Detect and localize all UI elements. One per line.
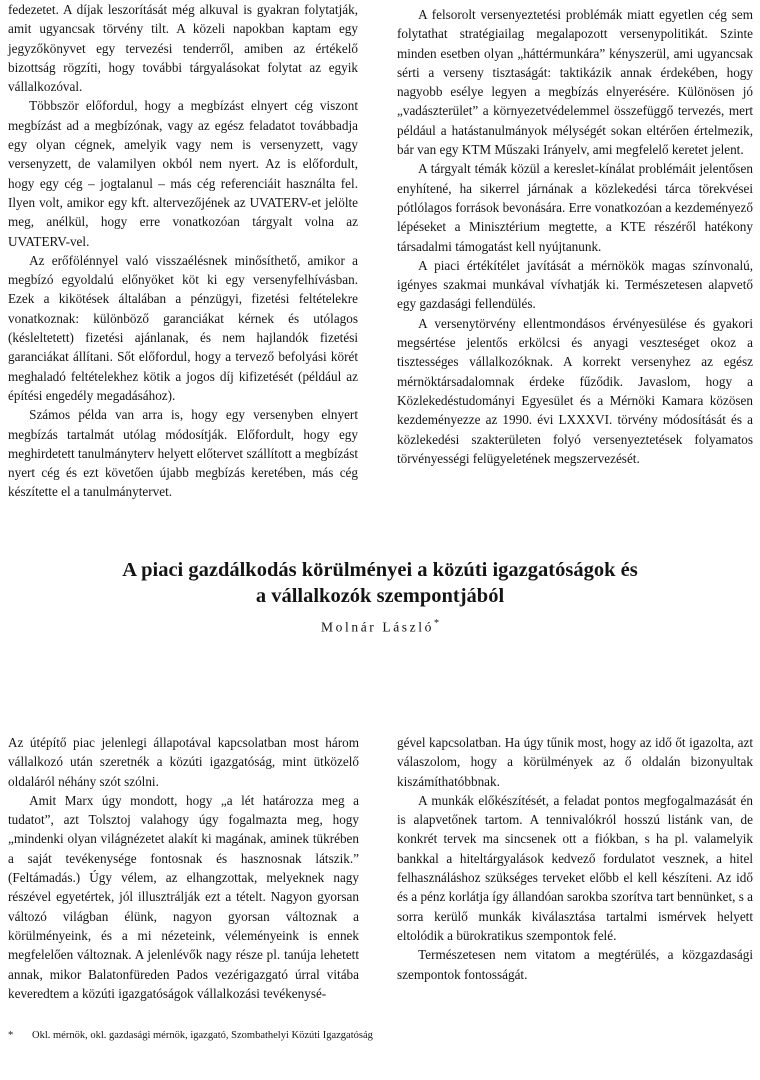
article-author	[0, 618, 760, 636]
author-name: Molnár László	[321, 619, 434, 635]
top-right-column	[397, 5, 753, 468]
paragraph: gével kapcsolatban. Ha úgy tűnik most, hogy az idő őt igazolta, azt válaszolom, hogy a körülmények az ő oldalán bizonyultak kiszámíthatóbbnak.	[397, 735, 753, 789]
paragraph: fedezetet. A díjak leszorítását még alkuval is gyakran folytatják, amit ugyancsak törvény tilt. A közeli napokban kaptam egy jegyzőkönyvet egy tervezési tenderről, amiben az értékelő bizottság rögzíti, hogy további tárgyalásokat folytat az egyik vállalkozóval.	[8, 2, 358, 95]
paragraph: A munkák előkészítését, a feladat pontos megfogalmazását én is alapvetőnek tartom. A tennivalókról hosszú listánk van, de konkrét tervek ma sincsenek ott a fiókban, s ha pl. valamelyik bankkal a hiteltárgyalások kedvező fordulatot vesznek, a hitel felhasználáshoz szükséges terveket előbb el kell készíteni. Az idő és a pénz korlátja így állandóan sarokba szorítva tart bennünket, s a sorra kerülő munkák kiválasztása tartalmi ismérvek helyett eltolódik a bürokratikus szempontok felé.	[397, 792, 753, 943]
paragraph: A piaci értékítélet javítását a mérnökök magas színvonalú, igényes szakmai munkával vívhatják ki. Természetesen alapvető egy gazdasági fellendülés.	[397, 257, 753, 312]
author-footnote-mark: *	[433, 618, 439, 629]
paragraph: Amit Marx úgy mondott, hogy „a lét határozza meg a tudatot”, azt Tolsztoj valahogy úgy fogalmazta meg, hogy „mindenki olyan világnézetet alakít ki magának, aminek tükrében a saját tevékenysége fontosnak és hasznosnak látszik.” (Feltámadás.) Úgy vélem, az elhangzottak, melyeknek nagy részével egyetértek, jól illusztrálják ezt a tételt. Nagyon gyorsan változó világban élünk, nagyon gyorsan változnak a körülményeink, és a mi nézeteink, véleményeink is ennek megfelelően változnak. A jelenlévők nagy része pl. tanúja lehetett annak, mikor Balatonfüreden Pados vezérigazgató úrral vitába keveredtem a közúti igazgatóságok vállalkozási tevékenysé-	[8, 792, 359, 1001]
article-title-line: a vállalkozók szempontjából	[255, 585, 505, 607]
paragraph: Természetesen nem vitatom a megtérülés, a közgazdasági szempontok fontosságát.	[397, 947, 753, 982]
paragraph: Az erőfölénnyel való visszaélésnek minősíthető, amikor a megbízó egyoldalú előnyöket köt ki egy versenyfelhívásban. Ezek a kikötések általában a pénzügyi, fizetési feltételekre vonatkoznak: különböző garanciákat kérnek és utólagos (késleltetett) fizetési ajánlanak, és nem hajlandók fizetési garanciákat állítani. Sőt előfordul, hogy a tervező befolyási körét meghaladó feltételekhez kötik a jogos díj kifizetését (például az építési engedély megadásához).	[8, 252, 358, 403]
paragraph: Számos példa van arra is, hogy egy versenyben elnyert megbízás tartalmát utólag módosítják. Előfordult, hogy egy meghirdetett tanulmányterv helyett előtervet szállított a megbízást nyert cég és ezt követően újabb megbízás keretében, más cég készítette el a tanulmánytervet.	[8, 407, 358, 500]
paragraph: Az útépítő piac jelenlegi állapotával kapcsolatban most három vállalkozó után szeretnék a közúti igazgatóság, mint ütközelő oldaláról néhány szót szólni.	[8, 735, 359, 789]
bottom-left-column	[8, 733, 359, 1003]
footnote-text: Okl. mérnök, okl. gazdasági mérnök, igazgató, Szombathelyi Közúti Igazgatóság	[32, 1030, 373, 1041]
footnote	[8, 1030, 748, 1041]
article-title	[0, 557, 760, 609]
paragraph: A felsorolt versenyeztetési problémák miatt egyetlen cég sem folytathat stratégiailag megalapozott versenypolitikát. Szinte minden esetben olyan „háttérmunkára” kényszerül, ami ugyancsak sérti a verseny tisztaságát: taktikázik annak érdekében, hogy nagyobb esélye legyen a megbízás elnyerésére. Különösen jó „vadászterület” a környezetvédelemmel összefüggő tervezés, mert például a hatástanulmányok mélységét sokan eltérően értelmezik, bár van egy KTM Műszaki Irányelv, ami megfelelő keretet jelent.	[397, 7, 753, 158]
article-title-line: A piaci gazdálkodás körülményei a közúti igazgatóságok és	[122, 559, 638, 581]
bottom-right-column	[397, 733, 753, 984]
top-left-column	[8, 0, 358, 502]
paragraph: A versenytörvény ellentmondásos érvényesülése és gyakori megsértése jelentős erkölcsi és anyagi veszteséget okoz a tisztességes vállalkozóknak. A korrekt versenyhez az egész mérnöktársadalomnak érdeke fűződik. Javaslom, hogy a Közlekedéstudományi Egyesület és a Mérnöki Kamara közösen kezdeményezze az 1990. évi LXXXVI. törvény módosítását és a közlekedési szakterületen folyó versenyeztetések folyamatos törvényességi felügyeletének megszervezését.	[397, 315, 753, 466]
paragraph: A tárgyalt témák közül a kereslet-kínálat problémáit jelentősen enyhítené, ha sikerrel járnának a közlekedési tárca törekvései pótlólagos források bevonására. Erre vonatkozóan a kezdeményező lépéseket a Minisztérium megtette, a KTE részéről hatékony társadalmi támogatást kell nyújtanunk.	[397, 161, 753, 254]
footnote-mark: *	[8, 1030, 14, 1041]
paragraph: Többször előfordul, hogy a megbízást elnyert cég viszont megbízást ad a megbízónak, vagy az egész feladatot továbbadja egy olyan cégnek, amelyik vagy nem is versenyzett, vagy versenyzett, de valamilyen okból nem nyert. Az is előfordult, hogy egy cég – jogtalanul – más cég referenciáit használta fel. Ilyen volt, amikor egy kft. altervezőjének az UVATERV-et jelölte meg, anélkül, hogy erre vonatkozóan tárgyalt volna az UVATERV-vel.	[8, 98, 358, 249]
